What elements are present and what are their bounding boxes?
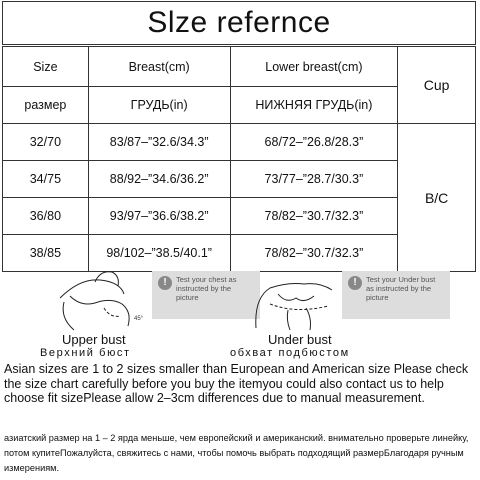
upper-bust-illustration xyxy=(40,268,150,336)
cell-lower-breast: 73/77–”28.7/30.3” xyxy=(230,161,398,198)
cell-breast: 93/97–”36.6/38.2” xyxy=(88,198,230,235)
angle-label: 45° xyxy=(134,316,144,322)
under-bust-illustration xyxy=(248,268,348,338)
upper-bust-label-ru: Верхний бюст xyxy=(40,347,131,359)
cell-breast: 88/92–”34.6/36.2” xyxy=(88,161,230,198)
subheader-size: размер xyxy=(3,87,89,124)
under-bust-note-text: Test your Under bust as instructed by the picture xyxy=(366,275,436,302)
upper-bust-note-text: Test your chest as instructed by the picture xyxy=(176,275,237,302)
table-row xyxy=(3,124,476,161)
subheader-lower-breast: НИЖНЯЯ ГРУДЬ(in) xyxy=(230,87,398,124)
size-note-russian: азиатский размер на 1 – 2 ярда меньше, чем европейский и американский. внимательно проверьте линейку, потом купитеПожалуйста, свяжитесь с нами, чтобы помочь выбрать подходящий размерБлагодаря ручным измерениям. xyxy=(4,433,469,473)
cell-breast: 98/102–”38.5/40.1” xyxy=(88,235,230,272)
header-cup: Cup xyxy=(398,47,476,124)
cell-breast: 83/87–”32.6/34.3” xyxy=(88,124,230,161)
cell-size: 34/75 xyxy=(3,161,89,198)
cell-cup: B/C xyxy=(398,124,476,272)
under-bust-note xyxy=(342,271,450,319)
upper-bust-label: Upper bust xyxy=(62,332,126,347)
size-table xyxy=(2,46,476,272)
header-lower-breast: Lower breast(cm) xyxy=(230,47,398,87)
cell-size: 36/80 xyxy=(3,198,89,235)
subheader-breast: ГРУДЬ(in) xyxy=(88,87,230,124)
info-icon: ! xyxy=(158,276,172,290)
size-note-english: Asian sizes are 1 to 2 sizes smaller than European and American size Please check the size chart carefully before you buy the itemyou could also contact us to help choose fit sizePlease allow 2–3cm differences due to manual measurement. xyxy=(4,362,469,405)
under-bust-label-ru: обхват подбюстом xyxy=(230,347,350,359)
cell-lower-breast: 68/72–”26.8/28.3” xyxy=(230,124,398,161)
page-title: Slze refernce xyxy=(147,6,331,39)
title-box xyxy=(2,1,476,45)
cell-lower-breast: 78/82–”30.7/32.3” xyxy=(230,235,398,272)
header-breast: Breast(cm) xyxy=(88,47,230,87)
cell-size: 32/70 xyxy=(3,124,89,161)
table-header-row xyxy=(3,47,476,87)
upper-bust-note xyxy=(152,271,260,319)
info-icon: ! xyxy=(348,276,362,290)
cell-size: 38/85 xyxy=(3,235,89,272)
header-size: Size xyxy=(3,47,89,87)
cell-lower-breast: 78/82–”30.7/32.3” xyxy=(230,198,398,235)
under-bust-label: Under bust xyxy=(268,332,332,347)
